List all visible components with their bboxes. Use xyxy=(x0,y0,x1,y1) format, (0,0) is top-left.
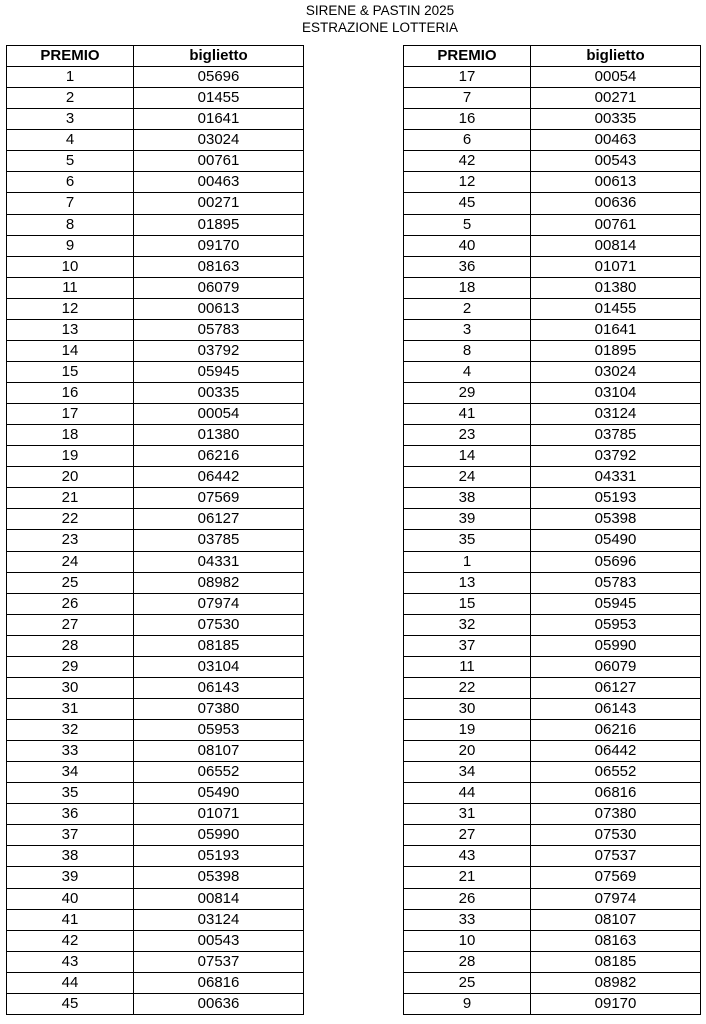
ticket-order-table-body xyxy=(404,67,701,1015)
table-row xyxy=(404,698,701,719)
table-row xyxy=(7,319,304,340)
biglietto-cell: 03024 xyxy=(134,130,304,151)
biglietto-cell: 00054 xyxy=(531,67,701,88)
premio-column-header: PREMIO xyxy=(404,46,531,67)
biglietto-cell: 07974 xyxy=(531,888,701,909)
table-row xyxy=(404,951,701,972)
biglietto-cell: 01071 xyxy=(531,256,701,277)
table-row xyxy=(404,593,701,614)
premio-cell: 45 xyxy=(404,193,531,214)
biglietto-cell: 08185 xyxy=(134,635,304,656)
premio-cell: 27 xyxy=(404,825,531,846)
premio-cell: 22 xyxy=(404,677,531,698)
biglietto-cell: 03104 xyxy=(531,383,701,404)
premio-cell: 24 xyxy=(404,467,531,488)
prize-order-table-body xyxy=(7,67,304,1015)
biglietto-cell: 03124 xyxy=(531,404,701,425)
table-row xyxy=(404,635,701,656)
premio-cell: 21 xyxy=(7,488,134,509)
table-row xyxy=(7,383,304,404)
biglietto-cell: 08163 xyxy=(531,930,701,951)
premio-cell: 30 xyxy=(404,698,531,719)
table-row xyxy=(7,614,304,635)
table-row xyxy=(404,193,701,214)
table-row xyxy=(7,593,304,614)
premio-cell: 34 xyxy=(404,762,531,783)
premio-cell: 8 xyxy=(7,214,134,235)
table-row xyxy=(404,572,701,593)
premio-cell: 43 xyxy=(7,951,134,972)
premio-cell: 33 xyxy=(7,741,134,762)
premio-cell: 12 xyxy=(7,298,134,319)
biglietto-cell: 00054 xyxy=(134,404,304,425)
table-row xyxy=(404,762,701,783)
biglietto-cell: 01380 xyxy=(531,277,701,298)
premio-cell: 30 xyxy=(7,677,134,698)
biglietto-cell: 07569 xyxy=(134,488,304,509)
table-row xyxy=(404,404,701,425)
biglietto-cell: 03024 xyxy=(531,361,701,382)
table-row xyxy=(7,720,304,741)
biglietto-cell: 05193 xyxy=(531,488,701,509)
premio-cell: 1 xyxy=(7,67,134,88)
table-header-row xyxy=(7,46,304,67)
biglietto-cell: 08163 xyxy=(134,256,304,277)
biglietto-cell: 06143 xyxy=(531,698,701,719)
premio-cell: 15 xyxy=(7,361,134,382)
table-row xyxy=(7,972,304,993)
premio-cell: 6 xyxy=(404,130,531,151)
premio-cell: 17 xyxy=(7,404,134,425)
premio-cell: 16 xyxy=(404,109,531,130)
table-row xyxy=(404,425,701,446)
table-row xyxy=(404,256,701,277)
table-row xyxy=(404,467,701,488)
biglietto-cell: 05490 xyxy=(531,530,701,551)
table-row xyxy=(7,762,304,783)
biglietto-cell: 00814 xyxy=(531,235,701,256)
premio-cell: 5 xyxy=(7,151,134,172)
biglietto-cell: 01895 xyxy=(134,214,304,235)
table-row xyxy=(7,635,304,656)
biglietto-cell: 07569 xyxy=(531,867,701,888)
table-row xyxy=(404,446,701,467)
table-row xyxy=(404,846,701,867)
biglietto-cell: 00543 xyxy=(134,930,304,951)
biglietto-cell: 03104 xyxy=(134,656,304,677)
biglietto-cell: 06079 xyxy=(134,277,304,298)
table-row xyxy=(7,867,304,888)
table-row xyxy=(7,677,304,698)
table-row xyxy=(7,467,304,488)
table-row xyxy=(7,804,304,825)
biglietto-cell: 00761 xyxy=(134,151,304,172)
biglietto-cell: 07537 xyxy=(531,846,701,867)
table-row xyxy=(7,530,304,551)
premio-cell: 1 xyxy=(404,551,531,572)
table-row xyxy=(7,404,304,425)
premio-cell: 17 xyxy=(404,67,531,88)
biglietto-cell: 00335 xyxy=(134,383,304,404)
premio-cell: 10 xyxy=(404,930,531,951)
biglietto-cell: 05945 xyxy=(531,593,701,614)
premio-cell: 10 xyxy=(7,256,134,277)
table-row xyxy=(7,909,304,930)
biglietto-cell: 03792 xyxy=(531,446,701,467)
premio-cell: 8 xyxy=(404,340,531,361)
table-row xyxy=(404,277,701,298)
premio-cell: 26 xyxy=(7,593,134,614)
table-row xyxy=(404,867,701,888)
premio-cell: 12 xyxy=(404,172,531,193)
premio-cell: 37 xyxy=(7,825,134,846)
table-row xyxy=(7,698,304,719)
table-row xyxy=(404,298,701,319)
premio-cell: 9 xyxy=(7,235,134,256)
biglietto-cell: 05990 xyxy=(134,825,304,846)
table-row xyxy=(404,720,701,741)
biglietto-cell: 06127 xyxy=(134,509,304,530)
biglietto-cell: 00761 xyxy=(531,214,701,235)
biglietto-cell: 08107 xyxy=(134,741,304,762)
table-row xyxy=(404,656,701,677)
table-row xyxy=(7,846,304,867)
biglietto-cell: 04331 xyxy=(531,467,701,488)
table-header-row xyxy=(404,46,701,67)
table-row xyxy=(7,151,304,172)
biglietto-cell: 05398 xyxy=(134,867,304,888)
premio-cell: 22 xyxy=(7,509,134,530)
biglietto-cell: 00613 xyxy=(531,172,701,193)
table-row xyxy=(7,193,304,214)
table-row xyxy=(404,340,701,361)
premio-cell: 40 xyxy=(7,888,134,909)
biglietto-cell: 07530 xyxy=(134,614,304,635)
biglietto-cell: 07530 xyxy=(531,825,701,846)
premio-cell: 33 xyxy=(404,909,531,930)
table-row xyxy=(7,888,304,909)
biglietto-cell: 00613 xyxy=(134,298,304,319)
premio-cell: 4 xyxy=(7,130,134,151)
biglietto-cell: 03792 xyxy=(134,340,304,361)
premio-cell: 29 xyxy=(404,383,531,404)
premio-cell: 18 xyxy=(7,425,134,446)
premio-cell: 18 xyxy=(404,277,531,298)
biglietto-cell: 00271 xyxy=(134,193,304,214)
biglietto-cell: 08185 xyxy=(531,951,701,972)
table-row xyxy=(7,656,304,677)
biglietto-cell: 09170 xyxy=(531,993,701,1014)
premio-cell: 44 xyxy=(7,972,134,993)
table-row xyxy=(404,235,701,256)
premio-cell: 2 xyxy=(404,298,531,319)
premio-cell: 31 xyxy=(7,698,134,719)
table-row xyxy=(404,909,701,930)
premio-cell: 41 xyxy=(7,909,134,930)
premio-cell: 13 xyxy=(404,572,531,593)
table-row xyxy=(7,130,304,151)
biglietto-cell: 09170 xyxy=(134,235,304,256)
biglietto-cell: 06216 xyxy=(531,720,701,741)
premio-cell: 16 xyxy=(7,383,134,404)
biglietto-cell: 06816 xyxy=(134,972,304,993)
premio-cell: 20 xyxy=(7,467,134,488)
biglietto-cell: 06552 xyxy=(134,762,304,783)
biglietto-cell: 00636 xyxy=(134,993,304,1014)
table-row xyxy=(7,741,304,762)
biglietto-cell: 05990 xyxy=(531,635,701,656)
premio-cell: 39 xyxy=(404,509,531,530)
table-row xyxy=(7,214,304,235)
biglietto-cell: 06079 xyxy=(531,656,701,677)
table-row xyxy=(7,172,304,193)
table-row xyxy=(404,109,701,130)
premio-column-header: PREMIO xyxy=(7,46,134,67)
table-row xyxy=(404,888,701,909)
premio-cell: 19 xyxy=(404,720,531,741)
premio-cell: 7 xyxy=(7,193,134,214)
biglietto-cell: 08107 xyxy=(531,909,701,930)
table-row xyxy=(7,235,304,256)
premio-cell: 11 xyxy=(7,277,134,298)
table-row xyxy=(404,530,701,551)
biglietto-cell: 06216 xyxy=(134,446,304,467)
premio-cell: 7 xyxy=(404,88,531,109)
premio-cell: 11 xyxy=(404,656,531,677)
biglietto-cell: 00814 xyxy=(134,888,304,909)
premio-cell: 13 xyxy=(7,319,134,340)
table-row xyxy=(7,256,304,277)
table-row xyxy=(404,509,701,530)
biglietto-cell: 06143 xyxy=(134,677,304,698)
premio-cell: 4 xyxy=(404,361,531,382)
biglietto-cell: 03124 xyxy=(134,909,304,930)
table-row xyxy=(404,130,701,151)
table-row xyxy=(7,109,304,130)
biglietto-cell: 05193 xyxy=(134,846,304,867)
biglietto-cell: 01641 xyxy=(531,319,701,340)
table-row xyxy=(7,509,304,530)
premio-cell: 43 xyxy=(404,846,531,867)
premio-cell: 38 xyxy=(404,488,531,509)
table-row xyxy=(7,951,304,972)
premio-cell: 44 xyxy=(404,783,531,804)
table-row xyxy=(404,361,701,382)
biglietto-cell: 05696 xyxy=(134,67,304,88)
premio-cell: 32 xyxy=(7,720,134,741)
table-row xyxy=(404,804,701,825)
premio-cell: 24 xyxy=(7,551,134,572)
premio-cell: 28 xyxy=(7,635,134,656)
premio-cell: 31 xyxy=(404,804,531,825)
premio-cell: 23 xyxy=(404,425,531,446)
biglietto-cell: 06127 xyxy=(531,677,701,698)
biglietto-cell: 03785 xyxy=(134,530,304,551)
premio-cell: 40 xyxy=(404,235,531,256)
table-row xyxy=(7,551,304,572)
table-row xyxy=(7,488,304,509)
premio-cell: 6 xyxy=(7,172,134,193)
table-row xyxy=(7,298,304,319)
premio-cell: 36 xyxy=(7,804,134,825)
premio-cell: 42 xyxy=(7,930,134,951)
biglietto-cell: 01455 xyxy=(531,298,701,319)
premio-cell: 23 xyxy=(7,530,134,551)
biglietto-cell: 05953 xyxy=(134,720,304,741)
premio-cell: 15 xyxy=(404,593,531,614)
table-row xyxy=(7,340,304,361)
biglietto-cell: 06442 xyxy=(134,467,304,488)
biglietto-cell: 05783 xyxy=(531,572,701,593)
biglietto-cell: 07974 xyxy=(134,593,304,614)
premio-cell: 42 xyxy=(404,151,531,172)
table-row xyxy=(404,551,701,572)
biglietto-column-header: biglietto xyxy=(134,46,304,67)
biglietto-cell: 05696 xyxy=(531,551,701,572)
premio-cell: 14 xyxy=(404,446,531,467)
biglietto-cell: 07537 xyxy=(134,951,304,972)
biglietto-cell: 05953 xyxy=(531,614,701,635)
biglietto-cell: 08982 xyxy=(134,572,304,593)
table-row xyxy=(404,88,701,109)
biglietto-cell: 05490 xyxy=(134,783,304,804)
premio-cell: 14 xyxy=(7,340,134,361)
premio-cell: 9 xyxy=(404,993,531,1014)
biglietto-cell: 06816 xyxy=(531,783,701,804)
biglietto-cell: 05398 xyxy=(531,509,701,530)
table-row xyxy=(404,972,701,993)
table-row xyxy=(404,172,701,193)
biglietto-cell: 06442 xyxy=(531,741,701,762)
premio-cell: 25 xyxy=(404,972,531,993)
premio-cell: 3 xyxy=(7,109,134,130)
table-row xyxy=(404,930,701,951)
table-row xyxy=(7,572,304,593)
table-row xyxy=(7,67,304,88)
premio-cell: 29 xyxy=(7,656,134,677)
biglietto-cell: 07380 xyxy=(531,804,701,825)
table-row xyxy=(404,151,701,172)
biglietto-cell: 01641 xyxy=(134,109,304,130)
biglietto-cell: 05783 xyxy=(134,319,304,340)
table-row xyxy=(404,67,701,88)
premio-cell: 28 xyxy=(404,951,531,972)
premio-cell: 2 xyxy=(7,88,134,109)
table-row xyxy=(404,614,701,635)
premio-cell: 41 xyxy=(404,404,531,425)
table-row xyxy=(404,214,701,235)
table-row xyxy=(7,361,304,382)
biglietto-cell: 01380 xyxy=(134,425,304,446)
premio-cell: 21 xyxy=(404,867,531,888)
table-row xyxy=(404,783,701,804)
table-row xyxy=(404,993,701,1014)
biglietto-cell: 04331 xyxy=(134,551,304,572)
premio-cell: 5 xyxy=(404,214,531,235)
prize-order-table xyxy=(6,45,304,1015)
biglietto-cell: 00636 xyxy=(531,193,701,214)
table-row xyxy=(404,825,701,846)
premio-cell: 35 xyxy=(404,530,531,551)
table-row xyxy=(7,930,304,951)
table-row xyxy=(404,319,701,340)
table-row xyxy=(404,677,701,698)
biglietto-cell: 05945 xyxy=(134,361,304,382)
premio-cell: 45 xyxy=(7,993,134,1014)
premio-cell: 25 xyxy=(7,572,134,593)
premio-cell: 39 xyxy=(7,867,134,888)
table-row xyxy=(404,741,701,762)
premio-cell: 27 xyxy=(7,614,134,635)
biglietto-cell: 01895 xyxy=(531,340,701,361)
table-row xyxy=(404,488,701,509)
ticket-order-table xyxy=(403,45,701,1015)
table-row xyxy=(7,783,304,804)
biglietto-cell: 00335 xyxy=(531,109,701,130)
document-subtitle: ESTRAZIONE LOTTERIA xyxy=(301,20,459,35)
premio-cell: 37 xyxy=(404,635,531,656)
premio-cell: 3 xyxy=(404,319,531,340)
document-header xyxy=(0,2,706,36)
premio-cell: 19 xyxy=(7,446,134,467)
premio-cell: 32 xyxy=(404,614,531,635)
premio-cell: 38 xyxy=(7,846,134,867)
biglietto-cell: 00271 xyxy=(531,88,701,109)
premio-cell: 26 xyxy=(404,888,531,909)
biglietto-cell: 00463 xyxy=(531,130,701,151)
table-row xyxy=(7,993,304,1014)
document-title: SIRENE & PASTIN 2025 xyxy=(305,3,455,18)
biglietto-cell: 00463 xyxy=(134,172,304,193)
table-row xyxy=(7,825,304,846)
biglietto-column-header: biglietto xyxy=(531,46,701,67)
biglietto-cell: 07380 xyxy=(134,698,304,719)
premio-cell: 36 xyxy=(404,256,531,277)
biglietto-cell: 01071 xyxy=(134,804,304,825)
premio-cell: 34 xyxy=(7,762,134,783)
biglietto-cell: 01455 xyxy=(134,88,304,109)
table-row xyxy=(404,383,701,404)
table-row xyxy=(7,425,304,446)
biglietto-cell: 06552 xyxy=(531,762,701,783)
premio-cell: 20 xyxy=(404,741,531,762)
premio-cell: 35 xyxy=(7,783,134,804)
biglietto-cell: 08982 xyxy=(531,972,701,993)
table-row xyxy=(7,88,304,109)
biglietto-cell: 03785 xyxy=(531,425,701,446)
table-row xyxy=(7,446,304,467)
biglietto-cell: 00543 xyxy=(531,151,701,172)
table-row xyxy=(7,277,304,298)
